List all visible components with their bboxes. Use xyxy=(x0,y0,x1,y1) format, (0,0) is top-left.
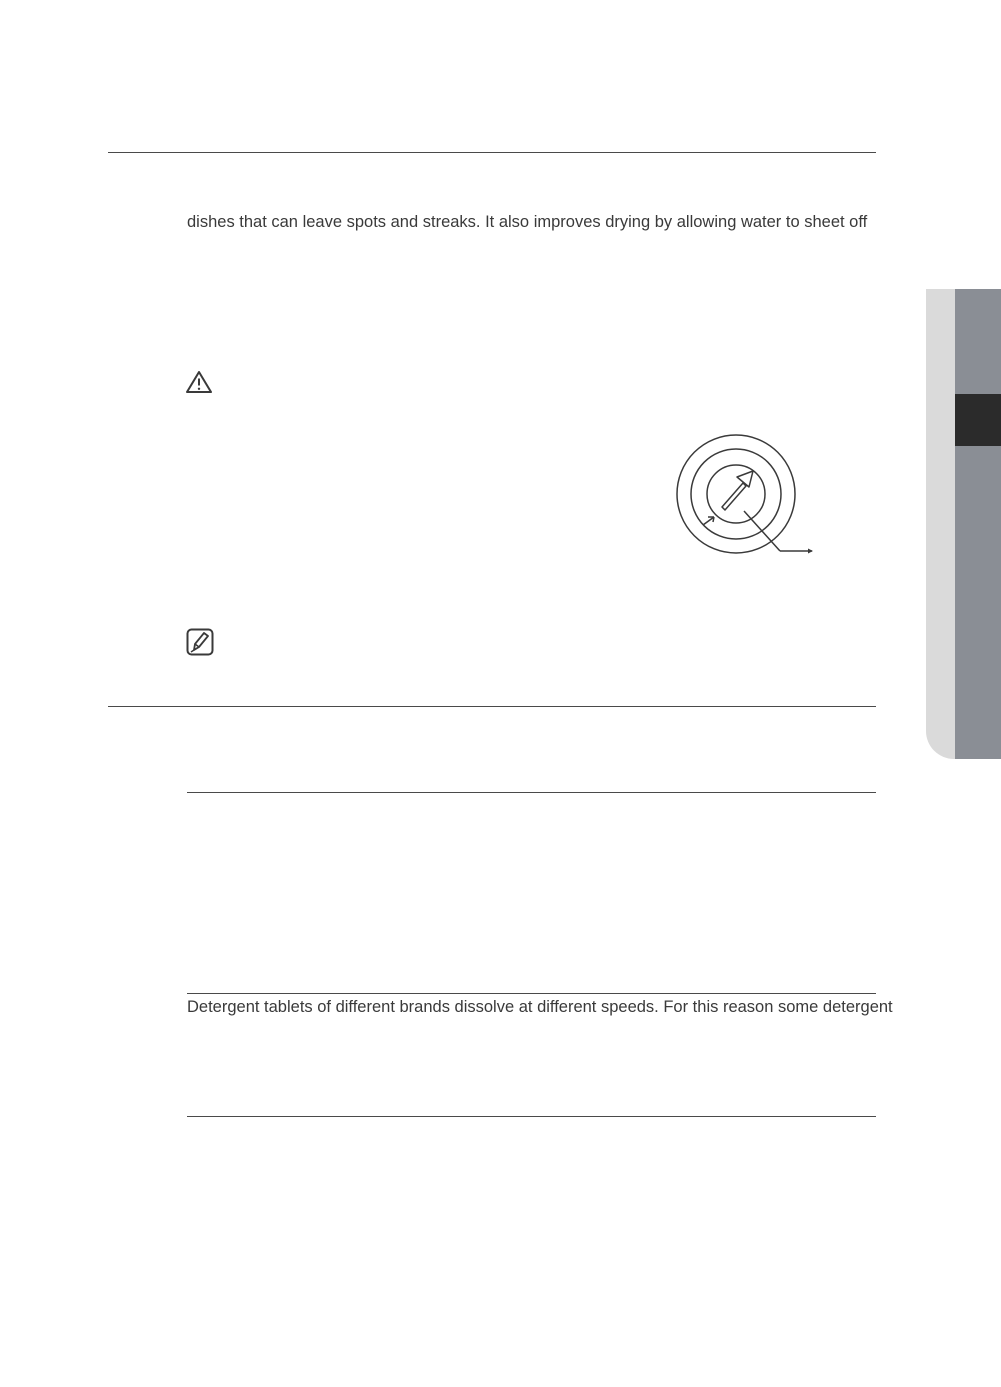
note-pencil-icon xyxy=(186,628,214,656)
subsection-rule-3 xyxy=(187,1116,876,1117)
chapter-tab-gray xyxy=(955,289,1001,759)
detergent-text-line: Detergent tablets of different brands dissolve at different speeds. For this reason some detergent xyxy=(187,998,893,1016)
section-rule xyxy=(108,706,876,707)
rinse-aid-dial-diagram xyxy=(670,425,830,565)
dial-slot-arrow xyxy=(722,471,753,510)
rinse-aid-text-line: dishes that can leave spots and streaks. It also improves drying by allowing water to sheet off xyxy=(187,213,868,231)
chapter-tab-active[interactable] xyxy=(955,394,1001,446)
dial-outer-ring xyxy=(677,435,795,553)
dial-middle-ring xyxy=(691,449,781,539)
caution-triangle-icon xyxy=(185,370,213,394)
dial-tick-arrow xyxy=(703,517,714,525)
subsection-rule-2 xyxy=(187,993,876,994)
subsection-rule-1 xyxy=(187,792,876,793)
top-rule xyxy=(108,152,876,153)
chapter-tab-light xyxy=(926,289,955,759)
dial-inner-cap xyxy=(707,465,765,523)
